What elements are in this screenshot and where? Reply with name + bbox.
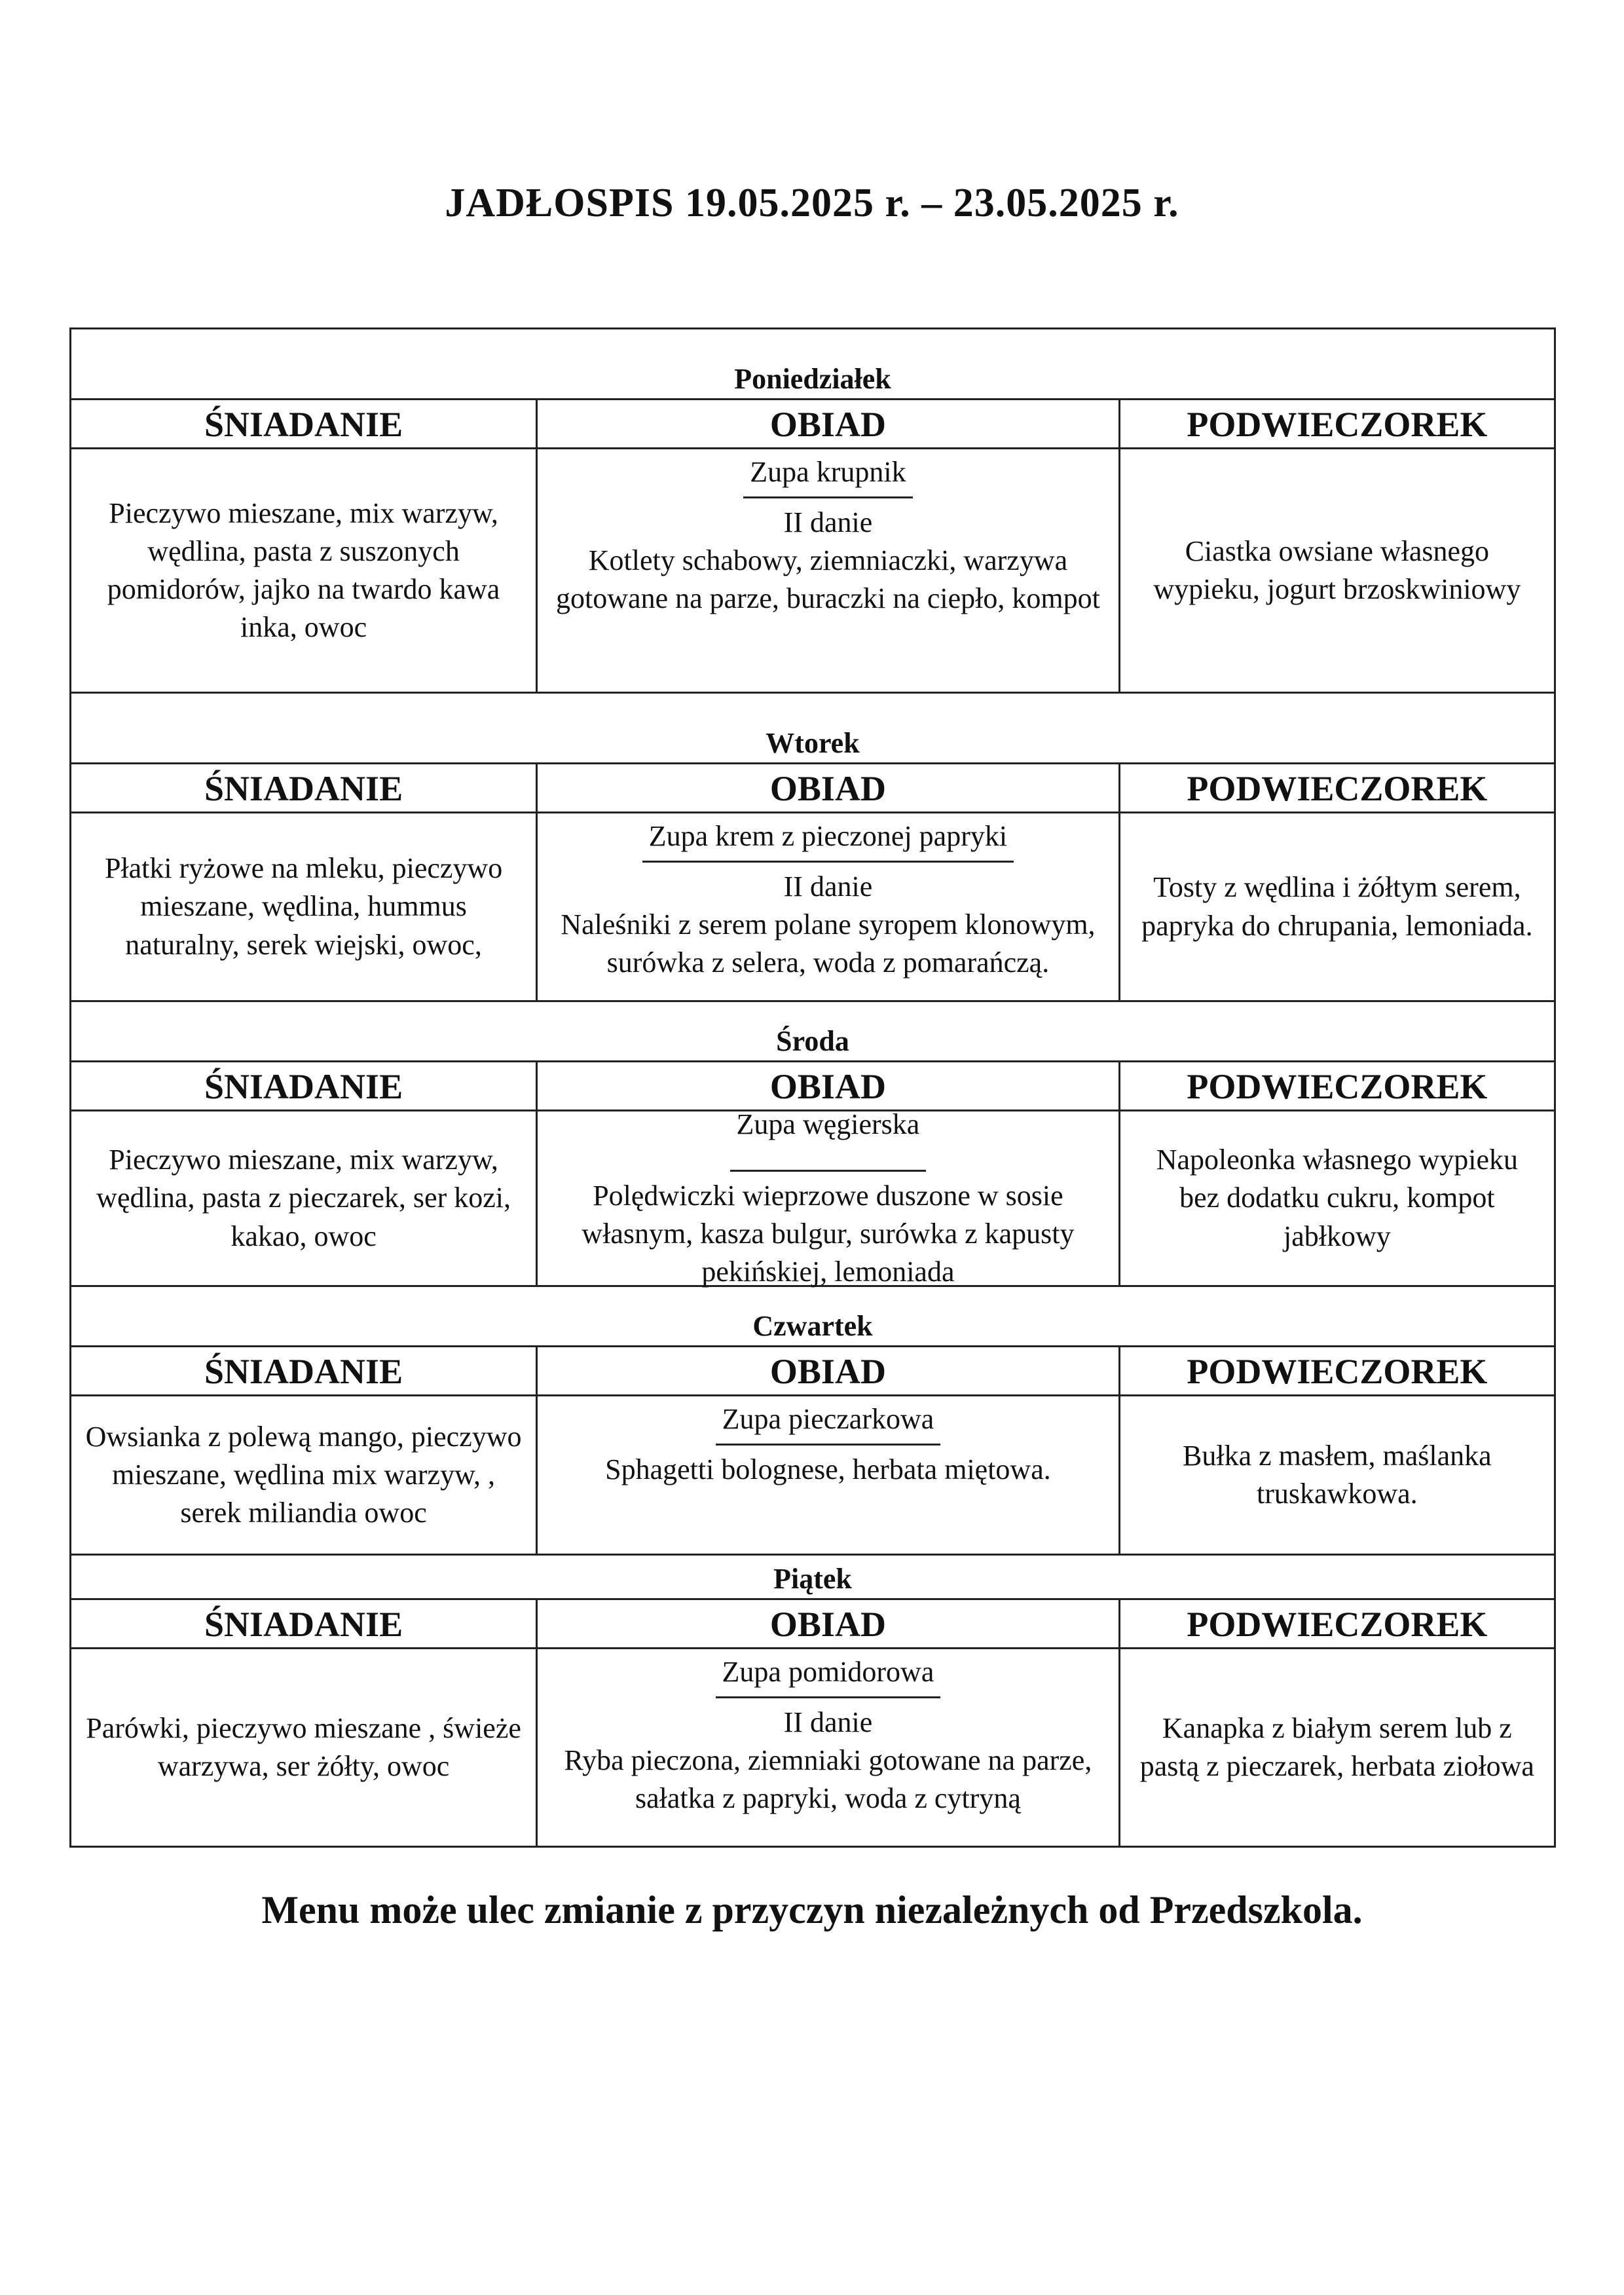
day-name: Poniedziałek — [71, 329, 1554, 400]
meal-row — [71, 813, 1554, 1000]
soup: Zupa krem z pieczonej papryki — [642, 813, 1014, 863]
day-name: Wtorek — [71, 694, 1554, 764]
header-snack: PODWIECZOREK — [1187, 769, 1488, 808]
main-course-text: Ryba pieczona, ziemniaki gotowane na parze, sałatka z papryki, woda z cytryną — [564, 1744, 1092, 1815]
soup: Zupa węgierska — [730, 1102, 927, 1172]
page-title: JADŁOSPIS 19.05.2025 r. – 23.05.2025 r. — [445, 181, 1179, 225]
header-snack: PODWIECZOREK — [1187, 405, 1488, 444]
snack-cell: Napoleonka własnego wypieku bez dodatku cukru, kompot jabłkowy — [1156, 1144, 1519, 1252]
main-course — [538, 1172, 1118, 1295]
soup: Zupa krupnik — [743, 449, 912, 498]
day-block-friday — [69, 1554, 1556, 1848]
header-lunch: OBIAD — [538, 1347, 1120, 1394]
lunch-cell — [538, 1396, 1120, 1554]
header-lunch: OBIAD — [538, 764, 1120, 812]
lunch-cell — [538, 1108, 1120, 1288]
main-course-text: Naleśniki z serem polane syropem klonowym, surówka z selera, woda z pomarańczą. — [561, 908, 1096, 979]
main-course — [538, 498, 1118, 692]
column-headers — [71, 400, 1554, 449]
breakfast-cell: Pieczywo mieszane, mix warzyw, wędlina, pasta z suszonych pomidorów, jajko na twardo kawa inka, owoc — [71, 449, 538, 692]
breakfast-cell: Pieczywo mieszane, mix warzyw, wędlina, pasta z pieczarek, ser kozi, kakao, owoc — [71, 1111, 538, 1285]
lunch-cell — [538, 813, 1120, 1000]
day-name: Środa — [71, 1002, 1554, 1062]
header-breakfast: ŚNIADANIE — [71, 400, 538, 447]
column-headers — [71, 764, 1554, 813]
soup: Zupa pomidorowa — [716, 1649, 941, 1698]
breakfast-cell: Owsianka z polewą mango, pieczywo mieszane, wędlina mix warzyw, , serek miliandia owoc — [71, 1396, 538, 1554]
header-lunch: OBIAD — [538, 400, 1120, 447]
header-breakfast: ŚNIADANIE — [71, 1600, 538, 1647]
column-headers — [71, 1600, 1554, 1649]
soup: Zupa pieczarkowa — [716, 1396, 941, 1446]
snack-cell: Ciastka owsiane własnego wypieku, jogurt brzoskwiniowy — [1153, 534, 1521, 605]
column-headers — [71, 1347, 1554, 1396]
menu-table — [69, 327, 1556, 1848]
main-course-text: Sphagetti bolognese, herbata miętowa. — [605, 1453, 1051, 1486]
day-block-tuesday — [69, 692, 1556, 1000]
day-block-monday — [69, 327, 1556, 692]
meal-row — [71, 449, 1554, 692]
day-block-thursday — [69, 1285, 1556, 1554]
header-breakfast: ŚNIADANIE — [71, 1347, 538, 1394]
main-course-text: Kotlety schabowy, ziemniaczki, warzywa gotowane na parze, buraczki na ciepło, kompot — [556, 544, 1100, 615]
snack-cell: Bułka z masłem, maślanka truskawkowa. — [1183, 1439, 1492, 1510]
lunch-cell — [538, 1649, 1120, 1846]
header-breakfast: ŚNIADANIE — [71, 1062, 538, 1110]
day-block-wednesday — [69, 1000, 1556, 1288]
main-course — [538, 1698, 1118, 1846]
header-breakfast: ŚNIADANIE — [71, 764, 538, 812]
main-course-text: Polędwiczki wieprzowe duszone w sosie własnym, kasza bulgur, surówka z kapusty pekińskiej, lemoniada — [581, 1179, 1075, 1288]
day-name: Piątek — [71, 1556, 1554, 1600]
breakfast-cell: Płatki ryżowe na mleku, pieczywo mieszane, wędlina, hummus naturalny, serek wiejski, owoc, — [71, 813, 538, 1000]
header-lunch: OBIAD — [538, 1062, 1120, 1110]
snack-cell: Tosty z wędlina i żółtym serem, papryka do chrupania, lemoniada. — [1141, 871, 1533, 942]
meal-row — [71, 1108, 1554, 1288]
second-course-label: II danie — [783, 506, 873, 539]
main-course — [538, 863, 1118, 1000]
footer-note: Menu może ulec zmianie z przyczyn niezależnych od Przedszkola. — [261, 1888, 1363, 1931]
header-snack: PODWIECZOREK — [1187, 1067, 1488, 1106]
second-course-label: II danie — [783, 870, 873, 903]
second-course-label: II danie — [783, 1706, 873, 1739]
header-snack: PODWIECZOREK — [1187, 1352, 1488, 1391]
breakfast-cell: Parówki, pieczywo mieszane , świeże warzywa, ser żółty, owoc — [71, 1649, 538, 1846]
meal-row — [71, 1396, 1554, 1554]
day-name: Czwartek — [71, 1287, 1554, 1347]
header-snack: PODWIECZOREK — [1187, 1605, 1488, 1644]
lunch-cell — [538, 449, 1120, 692]
header-lunch: OBIAD — [538, 1600, 1120, 1647]
meal-row — [71, 1649, 1554, 1846]
main-course — [596, 1446, 1060, 1554]
snack-cell: Kanapka z białym serem lub z pastą z pieczarek, herbata ziołowa — [1139, 1711, 1534, 1782]
